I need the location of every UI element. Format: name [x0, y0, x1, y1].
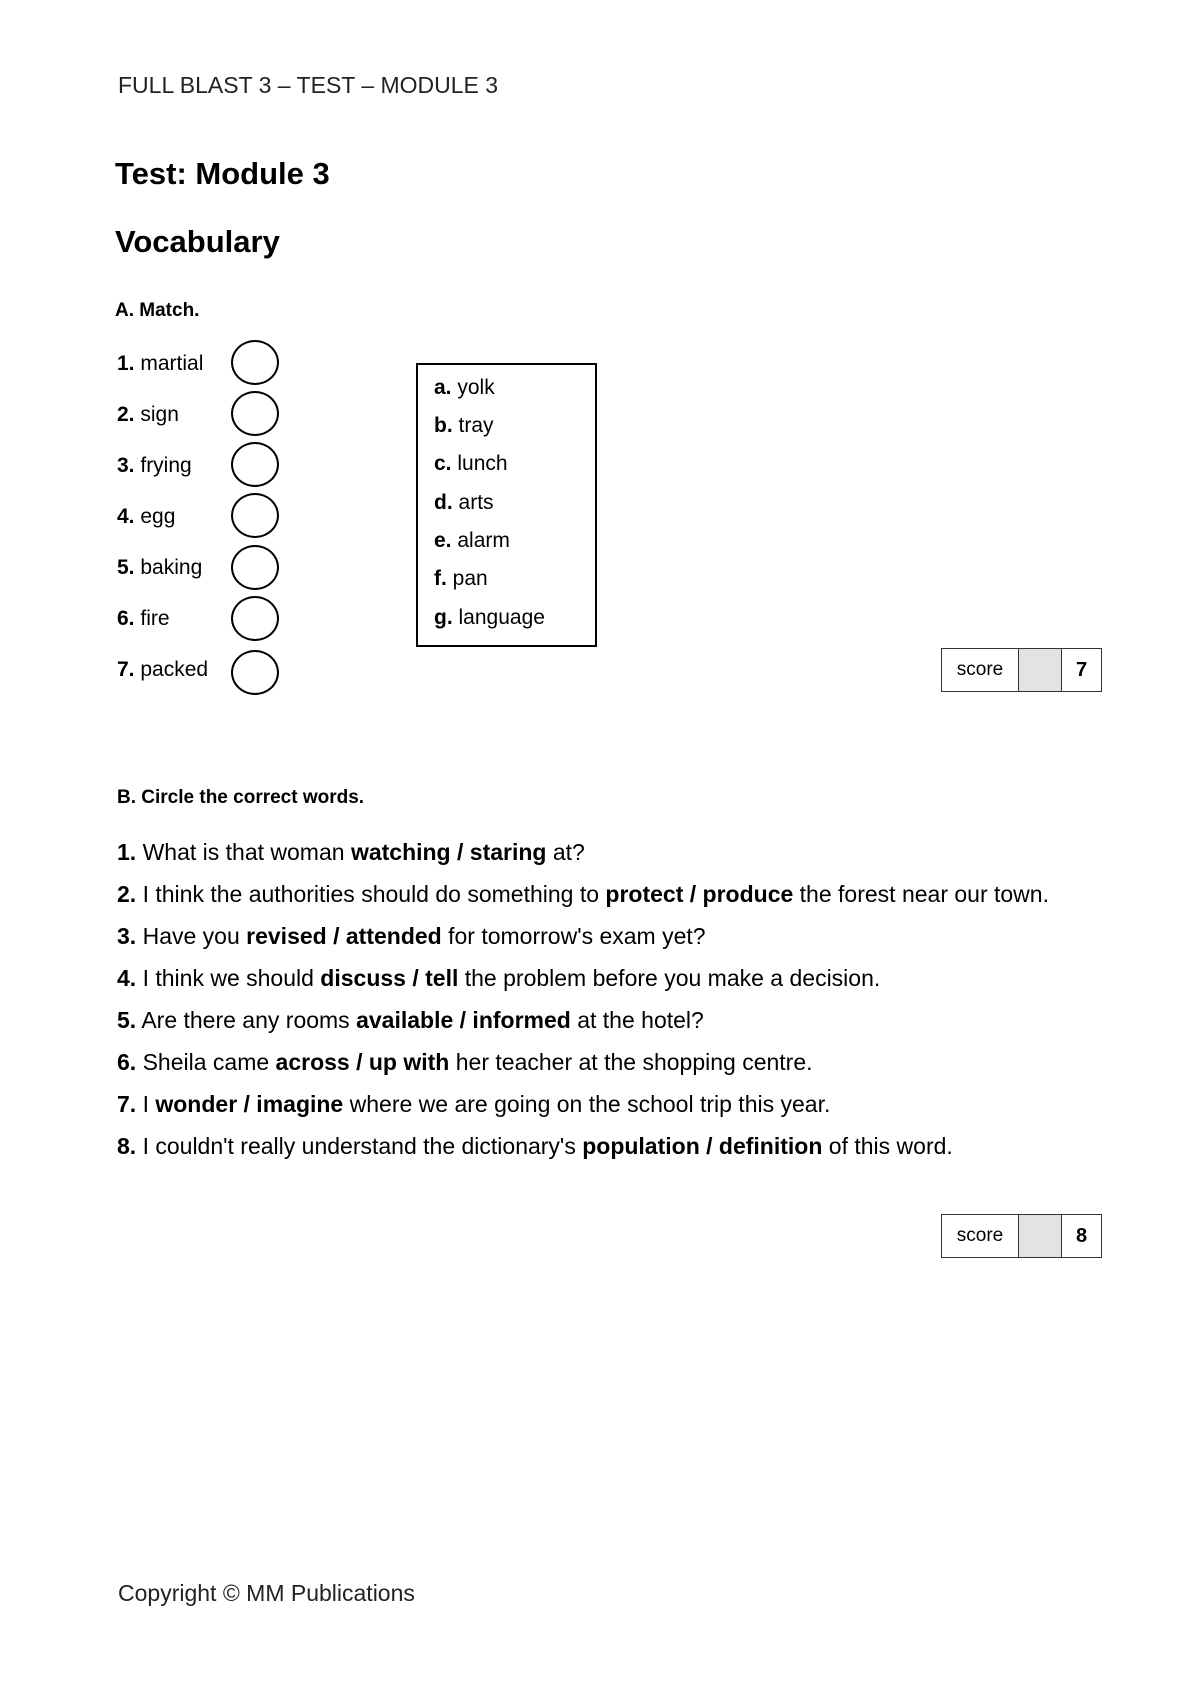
part-a-heading: A. Match. [115, 300, 200, 321]
question: 7. I wonder / imagine where we are going on the school trip this year. [117, 1091, 831, 1117]
answer-circle[interactable] [231, 596, 279, 641]
word-choice[interactable]: population / definition [582, 1133, 823, 1159]
word-choice[interactable]: across / up with [275, 1049, 450, 1075]
answer-circle[interactable] [231, 391, 279, 436]
question: 2. I think the authorities should do something to protect / produce the forest near our town. [117, 881, 1049, 907]
word-choice[interactable]: protect / produce [605, 881, 794, 907]
match-item: 6. fire [117, 607, 170, 630]
options-box [416, 363, 597, 647]
option-item: a. yolk [434, 376, 495, 399]
option-item: g. language [434, 606, 545, 629]
answer-circle[interactable] [231, 340, 279, 385]
question: 8. I couldn't really understand the dictionary's population / definition of this word. [117, 1133, 953, 1159]
option-item: c. lunch [434, 452, 508, 475]
answer-circle[interactable] [231, 493, 279, 538]
section-title: Vocabulary [115, 224, 280, 259]
copyright: Copyright © MM Publications [118, 1580, 415, 1606]
score-input[interactable] [1019, 649, 1062, 691]
page-header: FULL BLAST 3 – TEST – MODULE 3 [118, 72, 499, 98]
option-item: b. tray [434, 414, 494, 437]
option-item: e. alarm [434, 529, 510, 552]
part-b-heading: B. Circle the correct words. [117, 787, 365, 808]
score-max: 7 [1075, 658, 1088, 681]
score-label: score [942, 649, 1019, 691]
word-choice[interactable]: revised / attended [246, 923, 442, 949]
match-item: 1. martial [117, 352, 204, 375]
question: 6. Sheila came across / up with her teacher at the shopping centre. [117, 1049, 813, 1075]
word-choice[interactable]: watching / staring [350, 839, 547, 865]
question: 4. I think we should discuss / tell the problem before you make a decision. [117, 965, 881, 991]
answer-circle[interactable] [231, 545, 279, 590]
answer-circle[interactable] [231, 442, 279, 487]
option-item: f. pan [434, 567, 488, 590]
word-choice[interactable]: discuss / tell [320, 965, 459, 991]
match-item: 2. sign [117, 403, 179, 426]
word-choice[interactable]: available / informed [356, 1007, 571, 1033]
question: 3. Have you revised / attended for tomorrow's exam yet? [117, 923, 706, 949]
score-max: 8 [1075, 1224, 1088, 1247]
word-choice[interactable]: wonder / imagine [155, 1091, 344, 1117]
match-item: 5. baking [117, 556, 203, 579]
score-input[interactable] [1019, 1215, 1062, 1257]
question: 1. What is that woman watching / staring at? [117, 839, 585, 865]
score-box-b [941, 1214, 1102, 1258]
page-title: Test: Module 3 [115, 156, 330, 191]
option-item: d. arts [434, 491, 494, 514]
answer-circle[interactable] [231, 650, 279, 695]
match-item: 7. packed [117, 658, 209, 681]
match-item: 3. frying [117, 454, 192, 477]
score-label: score [942, 1215, 1019, 1257]
match-item: 4. egg [117, 505, 176, 528]
question: 5. Are there any rooms available / informed at the hotel? [117, 1007, 704, 1033]
score-box-a [941, 648, 1102, 692]
